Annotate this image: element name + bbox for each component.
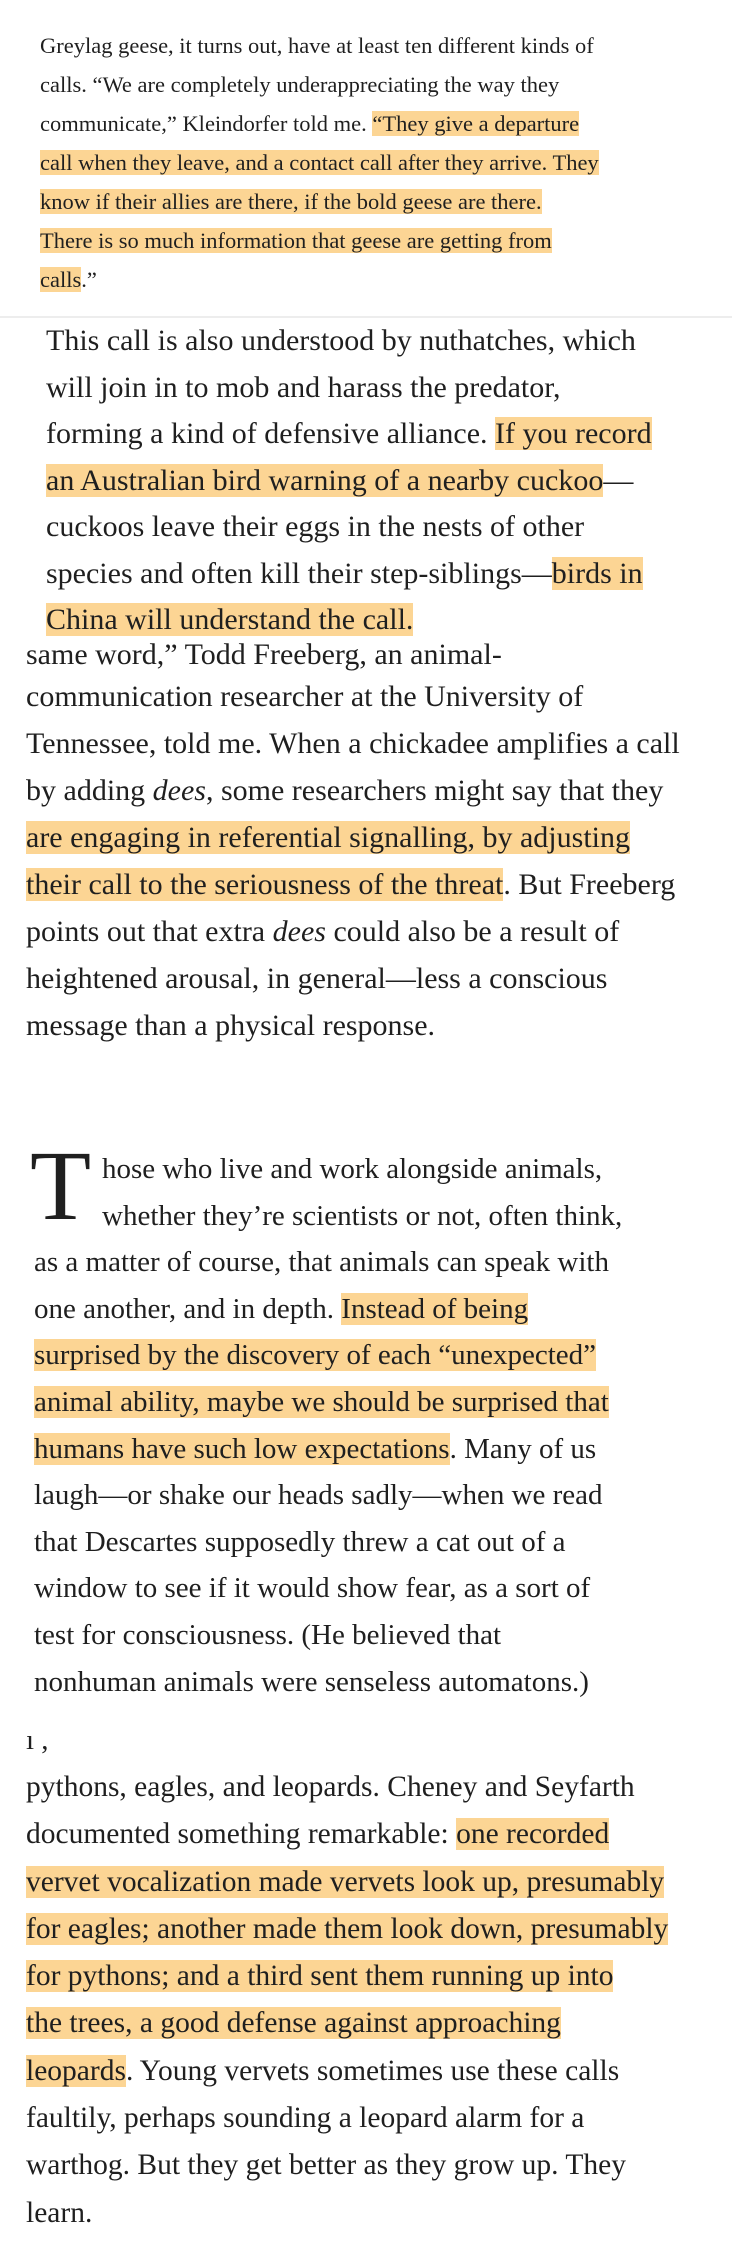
text-run: . But Freeberg (503, 868, 676, 901)
text-run: dees (272, 915, 326, 948)
text-line (34, 1286, 622, 1333)
text-run: documented something remarkable: (26, 1818, 457, 1851)
text-run: Tennessee, told me. When a chickadee amplifies a call (26, 727, 680, 760)
text-line (26, 955, 680, 1002)
text-run: faultily, perhaps sounding a leopard alarm for a (26, 2102, 585, 2135)
text-line (26, 2048, 668, 2095)
text-run: heightened arousal, in general—less a conscious (26, 962, 608, 995)
highlighted-text: “They give a departure (372, 111, 580, 136)
text-line (26, 1764, 668, 1811)
text-run: warthog. But they get better as they grow up. They (26, 2149, 626, 2182)
text-line (46, 411, 652, 458)
text-line (40, 143, 599, 182)
highlighted-text: for eagles; another made them look down, presumably (26, 1912, 669, 1945)
text-line (46, 551, 652, 598)
highlighted-text: calls (40, 267, 82, 292)
highlighted-text: birds in (551, 556, 643, 590)
highlighted-text: There is so much information that geese are getting from (40, 228, 552, 253)
highlighted-text: one recorded (456, 1818, 610, 1851)
text-line (34, 1426, 622, 1473)
text-line (40, 104, 599, 143)
text-run: , some researchers might say that they (205, 774, 664, 807)
text-line (26, 861, 680, 908)
clipped-line: same word,” Todd Freeberg, an animal- (26, 638, 502, 671)
text-run: . Many of us (449, 1432, 597, 1465)
text-line (34, 1379, 622, 1426)
excerpt-chickadee (0, 638, 732, 1100)
text-line (34, 1659, 622, 1706)
text-run: message than a physical response. (26, 1009, 436, 1042)
excerpt-nuthatches (0, 318, 732, 650)
text-line (26, 1859, 668, 1906)
text-run: species and often kill their step-siblings— (46, 556, 552, 590)
text-line (26, 814, 680, 861)
highlighted-text: for pythons; and a third sent them running up into (26, 1960, 614, 1993)
highlighted-text: an Australian bird warning of a nearby cuckoo (46, 463, 604, 497)
text-line (26, 767, 680, 814)
excerpt-paragraph[interactable] (46, 318, 652, 644)
excerpt-vervet-calls (0, 1724, 732, 2254)
text-run: communication researcher at the University of (26, 680, 584, 713)
text-run: by adding (26, 774, 153, 807)
text-line (34, 1146, 622, 1193)
highlighted-text: Instead of being (341, 1292, 529, 1325)
text-run: test for consciousness. (He believed that (34, 1618, 502, 1651)
text-line (26, 2190, 668, 2237)
text-line (26, 2095, 668, 2142)
text-line (34, 1519, 622, 1566)
highlighted-text: their call to the seriousness of the threat (26, 868, 504, 901)
text-run: nonhuman animals were senseless automatons.) (34, 1665, 589, 1698)
text-line (34, 1239, 622, 1286)
text-line (40, 182, 599, 221)
text-run: pythons, eagles, and leopards. Cheney and Seyfarth (26, 1771, 635, 1803)
text-run: could also be a result of (325, 915, 620, 948)
excerpt-paragraph[interactable] (26, 1764, 668, 2237)
excerpt-paragraph[interactable] (40, 26, 599, 299)
text-line (26, 720, 680, 767)
text-line (26, 2000, 668, 2047)
text-line (34, 1193, 622, 1240)
text-run: cuckoos leave their eggs in the nests of other (46, 510, 585, 543)
highlighted-text: leopards (26, 2054, 126, 2087)
text-run: — (603, 463, 634, 497)
text-line (34, 1472, 622, 1519)
text-line (46, 458, 652, 505)
text-line (26, 673, 680, 720)
text-line (26, 908, 680, 955)
text-run: This call is also understood by nuthatches, which (46, 324, 636, 357)
text-line (40, 65, 599, 104)
text-line (26, 1002, 680, 1049)
text-line (40, 26, 599, 65)
highlighted-text: surprised by the discovery of each “unexpected” (34, 1339, 597, 1372)
highlighted-text: vervet vocalization made vervets look up, presumably (26, 1865, 665, 1898)
highlighted-text: call when they leave, and a contact call after they arrive. They (40, 150, 599, 175)
excerpt-paragraph[interactable] (34, 1146, 622, 1705)
excerpt-paragraph[interactable] (26, 673, 680, 1049)
text-line (46, 318, 652, 365)
clipped-line: ı , (26, 1724, 49, 1756)
text-run: calls. “We are completely underappreciating the way they (40, 72, 560, 97)
text-line (26, 1953, 668, 2000)
highlighted-text: China will understand the call. (46, 603, 414, 636)
text-line (46, 365, 652, 412)
text-line (26, 2142, 668, 2189)
text-run: learn. (26, 2196, 93, 2229)
text-line (46, 597, 652, 644)
text-line (34, 1612, 622, 1659)
text-line (34, 1565, 622, 1612)
highlighted-text: the trees, a good defense against approaching (26, 2007, 561, 2040)
text-run: Greylag geese, it turns out, have at least ten different kinds of (40, 33, 594, 58)
highlighted-text: know if their allies are there, if the bold geese are there. (40, 189, 542, 214)
text-run: laugh—or shake our heads sadly—when we read (34, 1479, 603, 1512)
drop-cap: T (30, 1130, 92, 1241)
text-run: one another, and in depth. (34, 1292, 342, 1325)
text-run: hose who live and work alongside animals, (102, 1153, 603, 1185)
highlighted-text: humans have such low expectations (34, 1432, 450, 1465)
text-run: points out that extra (26, 915, 273, 948)
text-run: communicate,” Kleindorfer told me. (40, 111, 373, 136)
text-run: . Young vervets sometimes use these calls (125, 2054, 620, 2087)
text-line (26, 1906, 668, 1953)
excerpt-low-expectations (0, 1130, 732, 1698)
text-run: window to see if it would show fear, as a sort of (34, 1572, 591, 1605)
text-run: will join in to mob and harass the predator, (46, 370, 561, 404)
text-run: whether they’re scientists or not, often think, (102, 1199, 623, 1232)
text-run: forming a kind of defensive alliance. (46, 417, 496, 450)
text-run: that Descartes supposedly threw a cat out of a (34, 1525, 566, 1558)
text-run: dees (152, 774, 206, 807)
text-line (46, 504, 652, 551)
text-line (34, 1332, 622, 1379)
text-run: as a matter of course, that animals can speak with (34, 1246, 609, 1279)
text-run: .” (81, 267, 97, 292)
excerpt-card-greylag-geese (0, 0, 732, 318)
text-line (26, 1811, 668, 1858)
highlighted-text: animal ability, maybe we should be surprised that (34, 1385, 609, 1418)
highlighted-text: are engaging in referential signalling, by adjusting (26, 821, 630, 854)
highlighted-text: If you record (495, 417, 652, 450)
text-line (40, 221, 599, 260)
text-line (40, 260, 599, 299)
